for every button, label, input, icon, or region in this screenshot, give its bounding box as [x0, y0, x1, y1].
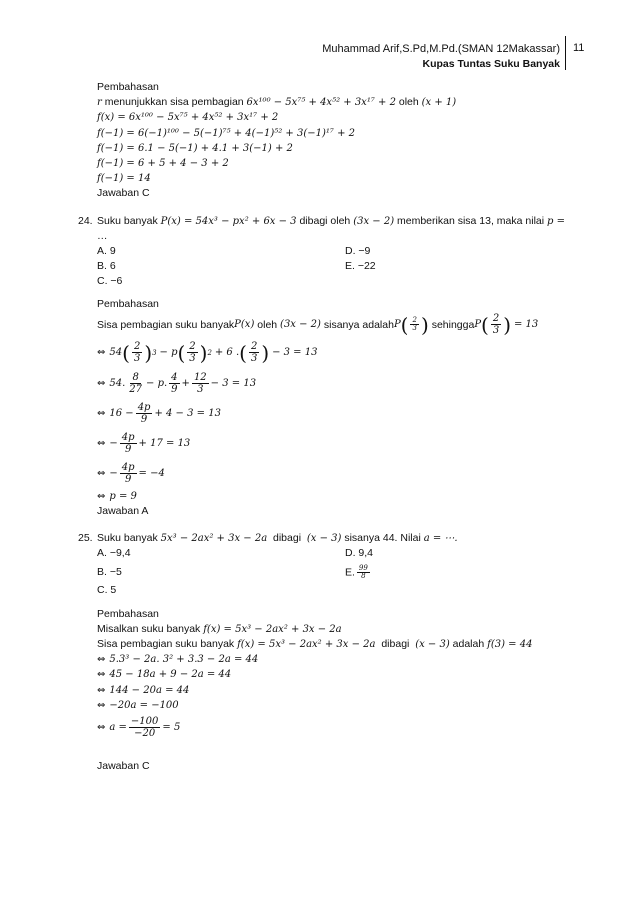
option-e: E. $\frac{99}{8}$ — [345, 563, 368, 580]
header-divider — [565, 36, 566, 70]
solution-step: ⇔ 54. $\frac{8}{27}$ − p. $\frac{4}{9}$ + $\frac{12}{3}$ − 3 = 13 — [97, 372, 257, 396]
solution-line: Sisa pembagian suku banyak P(x) oleh (3x − 2) sisanya adalah P ( $\frac{2}{3}$ ) sehingga P ( $\frac{2}{3}$ ) = 13 — [97, 312, 539, 337]
prev-solution — [97, 80, 567, 202]
options-row — [97, 546, 567, 561]
option-c: C. 5 — [97, 584, 117, 597]
option-e: E. −22 — [345, 260, 376, 273]
question-25: 25. Suku banyak 5x³ − 2ax² + 3x − 2a dibagi (x − 3) sisanya 44. Nilai a = ⋯. A. −9,4 D. 9,4 B. −5 E. $\frac{99}{8}$ C. 5 Pembahasan Misalkan suku banyak f(x) = 5x³ − 2ax² + 3x − 2a Sisa pembagian suku banyak f(x) = 5x³ − 2ax² + 3x − 2a dibagi (x − 3) adalah f(3) = 44 ⇔ 5.3³ − 2a. 3² + 3.3 − 2a = 44 ⇔ 45 − 18a + 9 − 2a = 44 ⇔ 144 − 20a = 44 ⇔ −20a = −100 ⇔ a = $\frac{-100}{-20}$ = 5 Jawaban C — [97, 531, 567, 774]
solution-title: Pembahasan — [97, 298, 159, 311]
option-b: B. 6 — [97, 260, 116, 273]
options-row — [97, 244, 567, 259]
solution-step: f(x) = 6x¹⁰⁰ − 5x⁷⁵ + 4x⁵² + 3x¹⁷ + 2 — [97, 112, 279, 124]
question-24: 24. Suku banyak P(x) = 54x³ − px² + 6x − 3 dibagi oleh (3x − 2) memberikan sisa 13, maka nilai p = … A. 9 D. −9 B. 6 E. −22 C. −6 Pembahasan Sisa pembagian suku banyak P(x) oleh (3x − 2) sisanya adalah P ( $\frac{2}{3}$ ) sehingga P ( $\frac{2}{3}$ ) = 13 ⇔ 54 ( $\frac{2}{3}$ ) 3 − p ( $\frac{2}{3}$ ) 2 + 6 . ( $\frac{2}{3}$ ) − 3 = 13 ⇔ 54. $\frac{8}{27}$ − p. $\frac{4}{9}$ + $\frac{12}{3}$ − 3 = 13 ⇔ 16 − $\frac{4p}{9}$ + 4 − 3 = 13 ⇔ − $\frac{4p}{9}$ + 17 = 13 ⇔ − $\frac{4p}{9}$ = −4 ⇔ p = 9 Jawaban A — [97, 214, 567, 520]
options-row — [97, 561, 567, 583]
solution-step: ⇔ 45 − 18a + 9 − 2a = 44 — [97, 669, 232, 681]
solution-step: ⇔ −20a = −100 — [97, 699, 179, 711]
question-number: 24. — [78, 214, 93, 227]
solution-line: Misalkan suku banyak f(x) = 5x³ − 2ax² + 3x − 2a — [97, 622, 342, 635]
solution-step: f(−1) = 6.1 − 5(−1) + 4.1 + 3(−1) + 2 — [97, 142, 293, 154]
option-d: D. −9 — [345, 244, 371, 257]
option-d: D. 9,4 — [345, 547, 374, 560]
solution-step: ⇔ p = 9 — [97, 490, 137, 502]
page-number: 11 — [573, 42, 585, 54]
author-line: Muhammad Arif,S.Pd,M.Pd.(SMAN 12Makassar) — [322, 43, 560, 55]
solution-step: ⇔ 54 ( $\frac{2}{3}$ ) 3 − p ( $\frac{2}{3}$ ) 2 + 6 . ( $\frac{2}{3}$ ) − 3 = 13 — [97, 340, 318, 365]
answer-label: Jawaban C — [97, 759, 150, 772]
solution-step: ⇔ 144 − 20a = 44 — [97, 684, 190, 696]
solution-line: r menunjukkan sisa pembagian 6x¹⁰⁰ − 5x⁷⁵ + 4x⁵² + 3x¹⁷ + 2 oleh (x + 1) — [97, 96, 457, 109]
answer-label: Jawaban C — [97, 187, 150, 200]
answer-label: Jawaban A — [97, 504, 149, 517]
page-header — [322, 42, 560, 72]
option-a: A. 9 — [97, 244, 116, 257]
question-number: 25. — [78, 532, 93, 544]
solution-title: Pembahasan — [97, 81, 159, 93]
solution-step: ⇔ 16 − $\frac{4p}{9}$ + 4 − 3 = 13 — [97, 402, 221, 426]
solution-step: f(−1) = 6 + 5 + 4 − 3 + 2 — [97, 157, 229, 169]
solution-title: Pembahasan — [97, 607, 159, 620]
solution-step: ⇔ − $\frac{4p}{9}$ + 17 = 13 — [97, 432, 191, 456]
option-b: B. −5 — [97, 566, 122, 579]
solution-line: Sisa pembagian suku banyak f(x) = 5x³ − 2ax² + 3x − 2a dibagi (x − 3) adalah f(3) = 44 — [97, 637, 533, 650]
option-a: A. −9,4 — [97, 547, 131, 560]
question-ellipsis: … — [97, 229, 108, 242]
solution-step: ⇔ 5.3³ − 2a. 3² + 3.3 − 2a = 44 — [97, 654, 259, 666]
options-row — [97, 259, 567, 274]
solution-step: f(−1) = 6(−1)¹⁰⁰ − 5(−1)⁷⁵ + 4(−1)⁵² + 3(−1)¹⁷ + 2 — [97, 127, 355, 139]
solution-step: f(−1) = 14 — [97, 173, 151, 185]
book-title: Kupas Tuntas Suku Banyak — [422, 58, 560, 70]
solution-step: ⇔ − $\frac{4p}{9}$ = −4 — [97, 462, 165, 486]
page-content — [78, 80, 567, 774]
solution-step: ⇔ a = $\frac{-100}{-20}$ = 5 — [97, 716, 181, 740]
option-c: C. −6 — [97, 275, 123, 288]
